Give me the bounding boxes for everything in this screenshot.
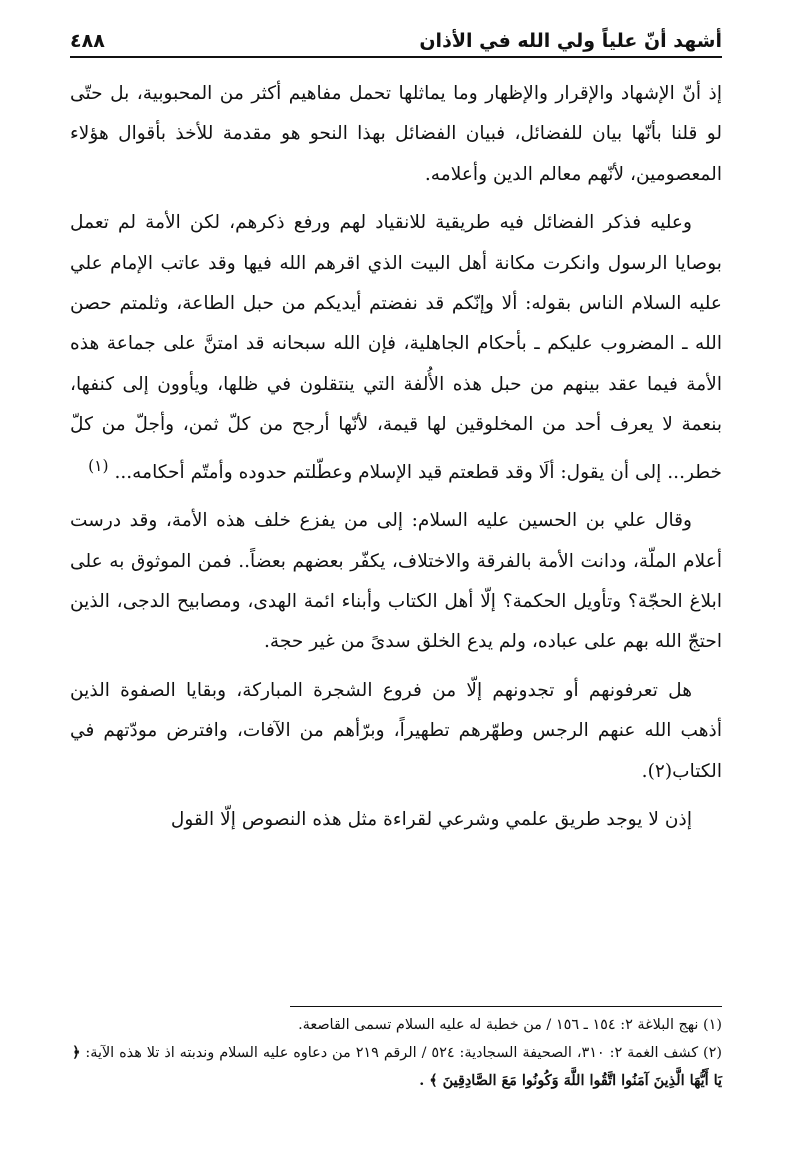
paragraph-2 (70, 203, 722, 493)
paragraph-5: إذن لا يوجد طريق علمي وشرعي لقراءة مثل هذه النصوص إلّا القول (170, 809, 692, 831)
paragraph-4 (70, 671, 722, 792)
footnote-divider (290, 1006, 722, 1007)
footnote-1: (١) نهج البلاغة ٢: ١٥٤ ـ ١٥٦ / من خطبة له عليه السلام تسمى القاصعة. (298, 1017, 722, 1033)
running-title: أشهد أنّ علياً ولي الله في الأذان (419, 30, 722, 52)
footnote-ref-2: (٢). (641, 760, 673, 782)
footnote-ref-1: (١) (88, 456, 109, 475)
paragraph-2-text: وعليه فذكر الفضائل فيه طريقية للانقياد لهم ورفع ذكرهم، لكن الأمة لم تعمل بوصايا الرسول وانكرت مكانة أهل البيت الذي اقرهم الله فيها وقد عاتب الإمام علي عليه السلام الناس بقوله: ألا وإنّكم قد نفضتم أيديكم من حبل الطاعة، وثلمتم حصن الله ـ المضروب عليكم ـ بأحكام الجاهلية، فإن الله سبحانه قد امتنَّ على جماعة هذه الأمة فيما عقد بينهم من حبل هذه الأُلفة التي ينتقلون في ظلها، ويأوون إلى كنفها، بنعمة لا يعرف أحد من المخلوقين لها قيمة، لأنّها أرجح من كلّ ثمن، وأجلّ من كلّ خطر... إلى أن يقول: ألَا وقد قطعتم قيد الإسلام وعطّلتم حدوده وأمتّم أحكامه... (70, 212, 722, 483)
footnotes (72, 1012, 722, 1095)
paragraph-1: إذ أنّ الإشهاد والإقرار والإظهار وما يماثلها تحمل مفاهيم أكثر من المحبوبية، بل حتّى لو قلنا بأنّها بيان للفضائل، فبيان الفضائل بهذا النحو هو مقدمة للأخذ بأقوال هؤلاء المعصومين، لأنّهم معالم الدين وأعلامه. (70, 83, 722, 185)
main-text (70, 74, 722, 849)
footnote-2 (72, 1039, 722, 1095)
paragraph-4-text: هل تعرفونهم أو تجدونهم إلّا من فروع الشجرة المباركة، وبقايا الصفوة الذين أذهب الله عنهم الرجس وطهّرهم تطهيراً، وبرّأهم من الآفات، وافترض مودّتهم في الكتاب (70, 679, 722, 782)
page-number: ٤٨٨ (70, 30, 105, 52)
page-header (70, 26, 722, 58)
paragraph-3: وقال علي بن الحسين عليه السلام: إلى من يفزع خلف هذه الأمة، وقد درست أعلام الملّة، ودانت الأمة بالفرقة والاختلاف، يكفّر بعضهم بعضاً.. فمن الموثوق به على ابلاغ الحجّة؟ وتأويل الحكمة؟ إلّا أهل الكتاب وأبناء ائمة الهدى، ومصابيح الدجى، الذين احتجّ الله بهم على عباده، ولم يدع الخلق سدىً من غير حجة. (70, 510, 722, 653)
footnote-2-text: (٢) كشف الغمة ٢: ٣١٠، الصحيفة السجادية: ٥٢٤ / الرقم ٢١٩ من دعاوه عليه السلام وندبته اذ تلا هذه الآية: (85, 1045, 722, 1061)
quran-verse: ﴿ يَا أَيُّهَا الَّذِينَ آمَنُوا اتَّقُوا اللَّهَ وَكُونُوا مَعَ الصَّادِقِينَ ﴾ . (72, 1044, 722, 1089)
